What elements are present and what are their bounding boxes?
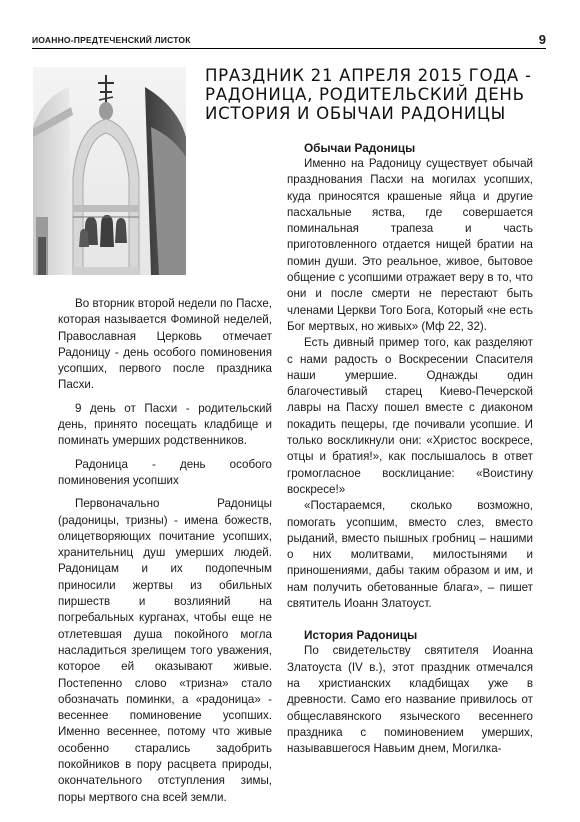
headline-line-3: ИСТОРИЯ И ОБЫЧАИ РАДОНИЦЫ	[205, 104, 506, 123]
headline-line-1: ПРАЗДНИК 21 АПРЕЛЯ 2015 ГОДА -	[205, 66, 532, 85]
paragraph: По свидетельству святителя Иоанна Златоуста (IV в.), этот праздник отмечался на христианских кладбищах уже в древности. Само его название привилось от общеславянского языческого весеннего праздника с поминовением умерших, называвшегося Навьим днем, Могилка-	[287, 644, 533, 756]
header-divider	[32, 48, 546, 49]
paragraph: «Постараемся, сколько возможно, помогать усопшим, вместо слез, вместо рыданий, вместо пышных гробниц – нашими о них молитвами, милостынями и приношениями, дабы таким образом и им, и нам получить обетованные блага», – пишет святитель Иоанн Златоуст.	[287, 499, 533, 611]
left-column	[58, 296, 272, 806]
article-headline	[205, 66, 545, 123]
section-heading-customs: Обычаи Радоницы	[304, 141, 416, 155]
headline-line-2: РАДОНИЦА, РОДИТЕЛЬСКИЙ ДЕНЬ	[205, 85, 525, 104]
page-header	[32, 30, 546, 50]
paragraph: Во вторник второй недели по Пасхе, которая называется Фоминой неделей, Православная Церковь отмечает Радоницу - день особого поминовения усопших, первого после праздника Пасхи.	[58, 297, 272, 392]
right-column	[287, 140, 533, 757]
paragraph: 9 день от Пасхи - родительский день, принято посещать кладбище и поминать умерших родственников.	[58, 401, 272, 448]
paragraph: Радоница - день особого поминовения усопших	[58, 457, 272, 487]
paragraph: Первоначально Радоницы (радоницы, тризны) - имена божеств, олицетворяющих почитание усопших, хранительниц душ умерших людей. Радоницам и их подопечным приносили жертвы из обильных пиршеств и возлияний на погребальных курганах, чтобы еще не отлетевшая душа покойного могла насладиться зрелищем того уважения, которое ей оказывают живые. Постепенно слово «тризна» стало обозначать поминки, а «радоница» - весеннее поминовение усопших. Именно весеннее, потому что живые особенно старались задобрить покойников в пору расцвета природы, окончательного отступления зимы, поры мертвого сна всей земли.	[58, 497, 272, 804]
paragraph: Именно на Радоницу существует обычай празднования Пасхи на могилах усопших, куда приносятся крашеные яйца и другие пасхальные яства, где совершается поминальная трапеза и часть приготовленного отдается нищей братии на помин души. Это реальное, живое, бытовое общение с усопшими отражает веру в то, что они и после смерти не перестают быть членами Церкви Того Бога, Который «не есть Бог мертвых, но живых» (Мф 22, 32).	[287, 157, 533, 333]
paragraph: Есть дивный пример того, как разделяют с нами радость о Воскресении Спасителя наши умершие. Однажды один благочестивый старец Киево-Печерской лавры на Пасху пошел вместе с диаконом покадить пещеры, где почивали усопшие. И только воскликнули они: «Христос воскресе, отцы и братия!», как послышалось в ответ громогласное восклицание: «Воистину воскресе!»	[287, 336, 533, 496]
page-number: 9	[538, 32, 546, 47]
newsletter-title: ИОАННО-ПРЕДТЕЧЕНСКИЙ ЛИСТОК	[32, 35, 191, 45]
church-belfry-photo	[33, 67, 186, 275]
section-heading-history: История Радоницы	[304, 628, 418, 643]
